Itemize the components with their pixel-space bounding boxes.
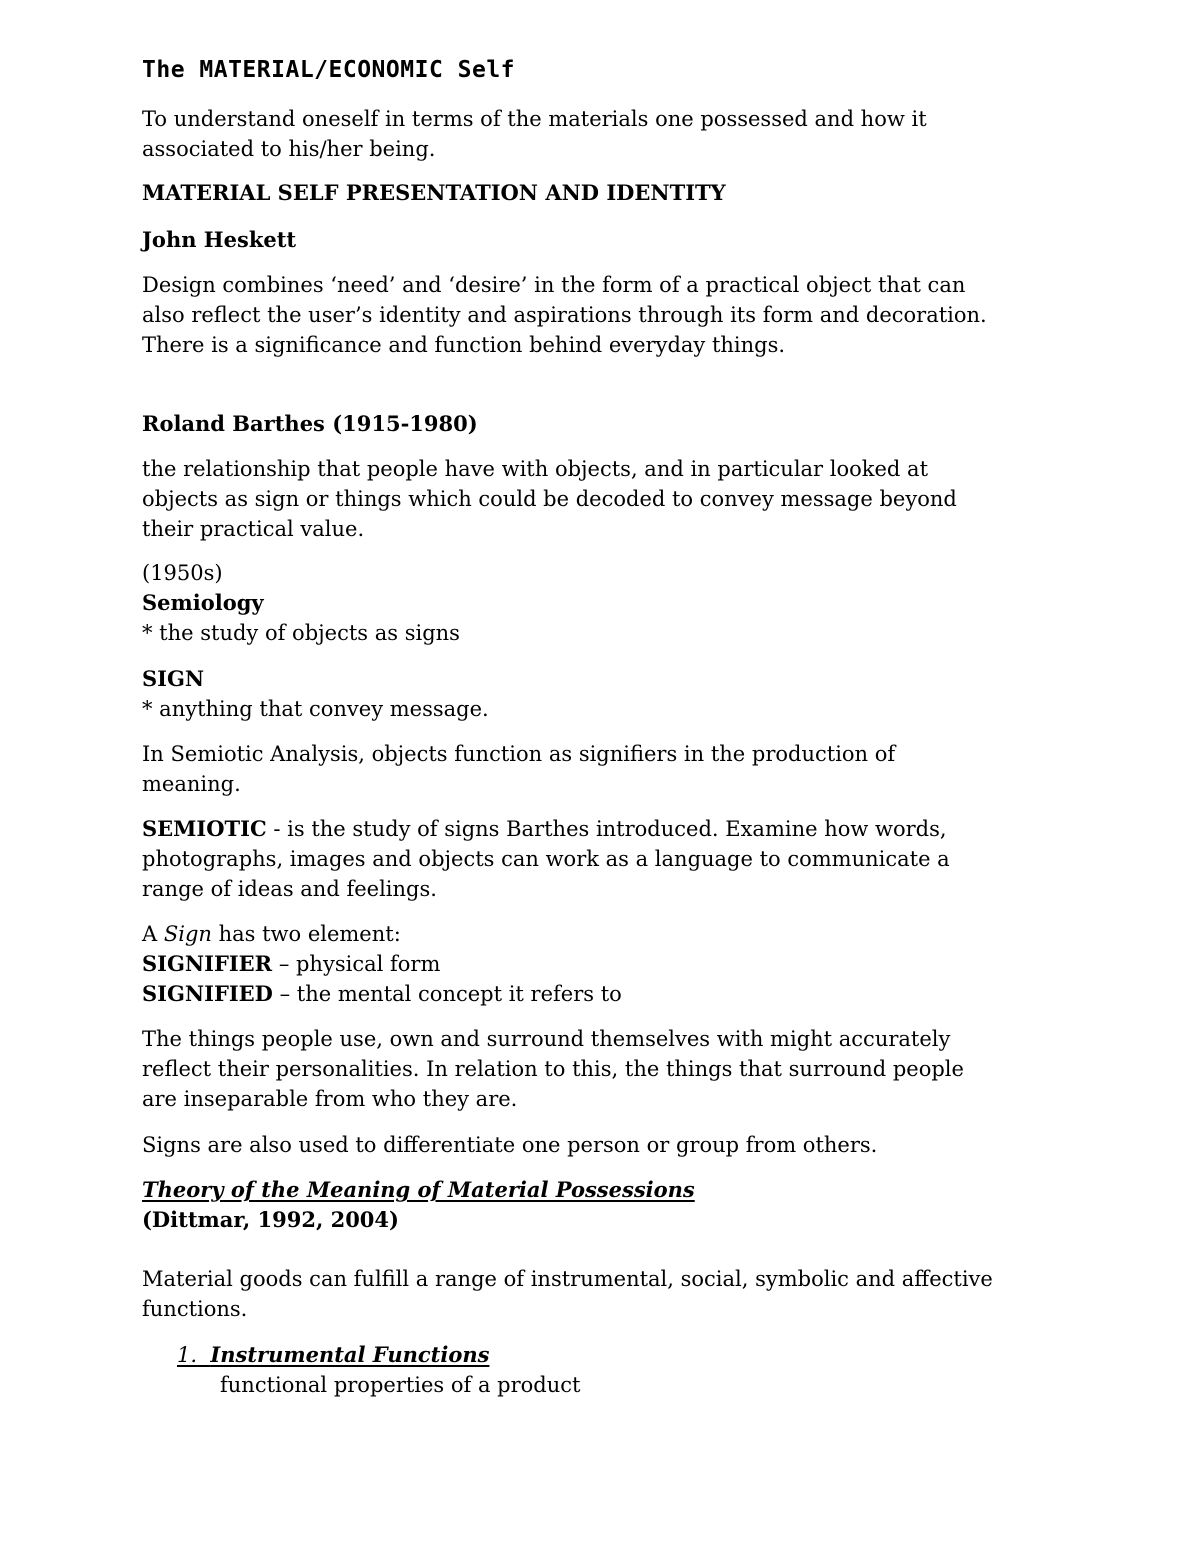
- heading-john-heskett: John Heskett: [142, 227, 297, 252]
- barthes-line-1: the relationship that people have with objects, and in particular looked at: [142, 457, 929, 481]
- sign-definition: * anything that convey message.: [142, 697, 489, 721]
- sign-elements-intro: [142, 919, 401, 949]
- semiotic-term: SEMIOTIC: [142, 816, 267, 841]
- sign-elements-sign-word: Sign: [163, 922, 212, 946]
- heskett-line-2: also reflect the user’s identity and aspirations through its form and decoration.: [142, 303, 987, 327]
- heskett-line-3: There is a significance and function behind everyday things.: [142, 333, 786, 357]
- semiology-year: (1950s): [142, 561, 223, 585]
- semiotic-analysis-line-1: In Semiotic Analysis, objects function as signifiers in the production of: [142, 742, 896, 766]
- heskett-line-1: Design combines ‘need’ and ‘desire’ in the form of a practical object that can: [142, 273, 966, 297]
- semiology-term: Semiology: [142, 590, 264, 615]
- signifier-term: SIGNIFIER: [142, 951, 273, 976]
- list-item-1: [177, 1340, 489, 1370]
- heading-roland-barthes: Roland Barthes (1915-1980): [142, 411, 478, 436]
- barthes-line-3: their practical value.: [142, 517, 365, 541]
- list-item-1-number: 1.: [177, 1343, 198, 1367]
- list-item-1-description: functional properties of a product: [220, 1373, 581, 1397]
- semiology-definition: * the study of objects as signs: [142, 621, 460, 645]
- list-item-1-gap: [197, 1343, 210, 1367]
- barthes-line-2: objects as sign or things which could be decoded to convey message beyond: [142, 487, 957, 511]
- signified-line: [142, 979, 622, 1009]
- semiotic-line-3: range of ideas and feelings.: [142, 877, 437, 901]
- signifier-line: [142, 949, 440, 979]
- document-title: The MATERIAL/ECONOMIC Self: [142, 57, 516, 83]
- semiotic-line-1-rest: - is the study of signs Barthes introduced. Examine how words,: [266, 817, 947, 841]
- signifier-definition: – physical form: [272, 952, 441, 976]
- signified-term: SIGNIFIED: [142, 981, 273, 1006]
- semiotic-line-1: [142, 814, 947, 844]
- signified-definition: – the mental concept it refers to: [272, 982, 622, 1006]
- intro-line-1: To understand oneself in terms of the materials one possessed and how it: [142, 107, 927, 131]
- things-line-2: reflect their personalities. In relation to this, the things that surround people: [142, 1057, 964, 1081]
- sign-elements-suffix: has two element:: [211, 922, 401, 946]
- intro-line-2: associated to his/her being.: [142, 137, 436, 161]
- list-item-1-title: Instrumental Functions: [210, 1342, 490, 1367]
- theory-citation: (Dittmar, 1992, 2004): [142, 1207, 399, 1232]
- sign-elements-prefix: A: [142, 922, 164, 946]
- semiotic-line-2: photographs, images and objects can work as a language to communicate a: [142, 847, 950, 871]
- sign-term: SIGN: [142, 666, 205, 691]
- theory-line-2: functions.: [142, 1297, 248, 1321]
- signs-differentiate-line: Signs are also used to differentiate one person or group from others.: [142, 1133, 878, 1157]
- section-heading-material-self: MATERIAL SELF PRESENTATION AND IDENTITY: [142, 180, 726, 205]
- theory-title: Theory of the Meaning of Material Possessions: [142, 1177, 695, 1202]
- semiotic-analysis-line-2: meaning.: [142, 772, 241, 796]
- theory-line-1: Material goods can fulfill a range of instrumental, social, symbolic and affective: [142, 1267, 993, 1291]
- things-line-1: The things people use, own and surround themselves with might accurately: [142, 1027, 951, 1051]
- things-line-3: are inseparable from who they are.: [142, 1087, 518, 1111]
